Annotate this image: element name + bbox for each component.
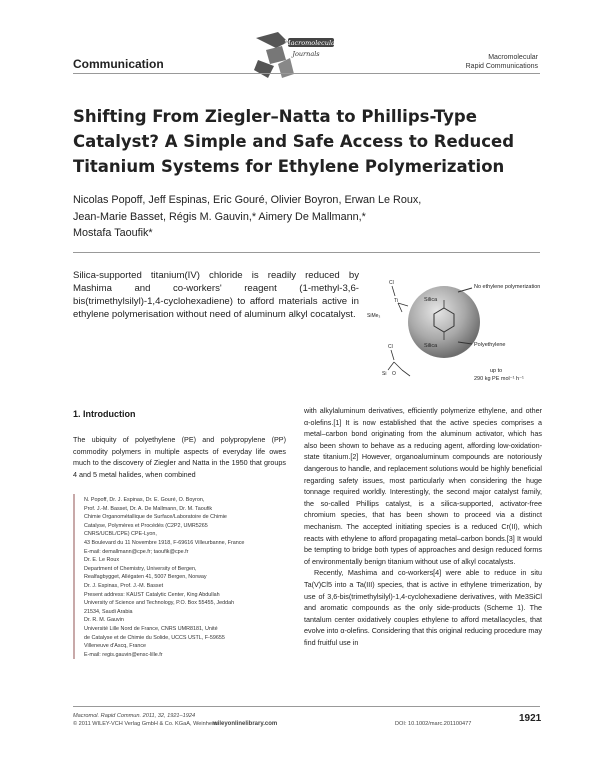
reagent-label: SiMe₃	[367, 313, 381, 319]
silica-label-top: Silica	[424, 297, 438, 303]
intro-right-paragraph-2: Recently, Mashima and co-workers[4] were able to reduce in situ Ta(V)Cl5 into a Ta(III) species, that is active in ethylene trimerization, by use of 3,6-bis(trimethylsilyl)-1,4-cyclohexadiene derivatives, with Me3SiCl and aromatic compounds as the only side-products (Scheme 1). The tantalum center oxidatively couples ethylene to afford metallacycles, that evolve into α-olefins. Considering that this original reducing procedure may find fruitful use in	[304, 568, 542, 647]
affiliation-line: Dr. E. Le Roux	[84, 557, 120, 564]
toc-label-top: No ethylene polymerization	[474, 284, 541, 290]
author-line: Jean-Marie Basset, Régis M. Gauvin,* Aimery De Mallmann,*	[73, 210, 366, 223]
article-title	[73, 104, 543, 179]
affiliation-line: Dr. J. Espinas, Prof. J.-M. Basset	[84, 582, 164, 589]
footer-rule	[73, 706, 540, 707]
journal-logo	[248, 30, 338, 82]
atom-o-label: O	[392, 371, 396, 377]
atom-cl-label: Cl	[389, 280, 394, 286]
affiliation-line: Catalyse, Polymères et Procédés (C2P2, UMR5265	[84, 522, 208, 529]
logo-text-top: Macromolecular	[283, 39, 338, 47]
author-line: Nicolas Popoff, Jeff Espinas, Eric Gouré, Olivier Boyron, Erwan Le Roux,	[73, 194, 422, 206]
affiliations-block	[84, 496, 284, 659]
affiliation-bar	[73, 494, 75, 659]
affiliation-line: University of Science and Technology, P.O. Box 55455, Jeddah	[84, 600, 235, 607]
affiliation-line: CNRS/UCBL/CPE) CPE-Lyon,	[84, 531, 157, 538]
affiliation-line: Villeneuve d'Ascq, France	[84, 643, 147, 650]
affiliation-line: Prof. J.-M. Basset, Dr. A. De Mallmann, Dr. M. Taoufik	[84, 505, 213, 512]
affiliation-line: Chimie Organométallique de Surface/Laboratoire de Chimie	[84, 514, 227, 521]
affiliation-line: Université Lille Nord de France, CNRS UMR8181, Unité	[84, 625, 218, 632]
affiliation-line: N. Popoff, Dr. J. Espinas, Dr. E. Gouré, O. Boyron,	[84, 497, 205, 503]
atom-ti-label: Ti	[394, 298, 398, 304]
affiliation-line[interactable]: E-mail: regis.gauvin@ensc-lille.fr	[84, 651, 163, 658]
affiliation-line: Realfagbygget, Allégaten 41, 5007 Bergen, Norway	[84, 574, 207, 581]
toc-graphic	[362, 272, 542, 402]
atom-cl-label: Cl	[388, 344, 393, 350]
footer-copyright: © 2011 WILEY-VCH Verlag GmbH & Co. KGaA, Weinheim	[73, 721, 218, 727]
affiliation-line: Dr. R. M. Gauvin	[84, 617, 124, 624]
intro-right-paragraph-1: with alkylaluminum derivatives, efficiently polymerize ethylene, and other α-olefins.[1] It is now established that the active species comprises a metal–carbon bond originating from the aluminum activator, which has also been shown to behave as a reducing agent, affording low-oxidation-state titanium.[2] However, organoaluminum compounds are notoriously dangerous to handle, and replacement solutions would be highly beneficial regarding safety issues, most particularly when considering the huge tonnage required worldly. Interestingly, the second major catalyst family, the so-called Phillips catalyst, is a silica-supported, activator-free chromium species, that has been shown to proceed via a distinct mechanism. The accepted initiating species is a reduced Cr(II), which reacts with ethylene to afford propagating metal–carbon bonds.[3] It would be tempting to bridge both types of approaches and design reduced forms of environmentally benign titanium without use of alkyl cocatalysts.	[304, 406, 542, 566]
intro-right-column	[304, 405, 542, 648]
footer-journal-ref: Macromol. Rapid Commun. 2011, 32, 1921–1924	[73, 713, 196, 719]
affiliation-line: Department of Chemistry, University of Bergen,	[84, 565, 197, 572]
header-rule	[73, 73, 540, 74]
silica-label-bottom: Silica	[424, 343, 438, 349]
abstract: Silica-supported titanium(IV) chloride is readily reduced by Mashima and co-workers' reagent (1-methyl-3,6-bis(trimethylsilyl)-1,4-cyclohexadiene) to afford materials active in ethylene polymerisation without need of aluminum alkyl cocatalyst.	[73, 270, 359, 320]
footer-website-link[interactable]: wileyonlinelibrary.com	[213, 721, 278, 727]
atom-si-label: Si	[382, 371, 387, 377]
toc-label-activity: 290 kg PE mol⁻¹ h⁻¹	[474, 376, 524, 382]
affiliation-line: Present address: KAUST Catalytic Center, King Abdullah	[84, 591, 220, 598]
title-line: Catalyst? A Simple and Safe Access to Reduced	[73, 132, 515, 151]
title-line: Shifting From Ziegler–Natta to Phillips-Type	[73, 107, 477, 126]
journal-name-line2: Rapid Communications	[465, 63, 538, 70]
abstract-top-rule	[73, 252, 540, 253]
intro-left-paragraph: The ubiquity of polyethylene (PE) and polypropylene (PP) commodity polymers in multiple aspects of everyday life owes much to the discovery of Ziegler and Natta in the 1950 that groups 4 and 5 metal halides, when combined	[73, 435, 286, 479]
affiliation-line: de Catalyse et de Chimie du Solide, UCCS USTL, F-59655	[84, 634, 225, 641]
affiliation-line: 43 Boulevard du 11 Novembre 1918, F-69616 Villeurbanne, France	[84, 539, 245, 546]
affiliation-line: 21534, Saudi Arabia	[84, 608, 133, 615]
toc-label-up-to: up to	[490, 368, 503, 374]
journal-name	[466, 53, 538, 71]
section-label: Communication	[73, 57, 164, 71]
author-line: Mostafa Taoufik*	[73, 227, 153, 239]
page-number: 1921	[519, 713, 542, 724]
title-line: Titanium Systems for Ethylene Polymerization	[73, 157, 505, 176]
affiliation-line[interactable]: E-mail: demallmann@cpe.fr; taoufik@cpe.fr	[84, 548, 189, 555]
journal-name-line1: Macromolecular	[488, 54, 538, 61]
author-list	[73, 192, 543, 242]
section-heading: 1. Introduction	[73, 409, 136, 419]
silica-sphere	[408, 286, 480, 358]
footer-doi: DOI: 10.1002/marc.201100477	[395, 721, 472, 727]
logo-text-bottom: Journals	[292, 50, 320, 58]
toc-label-bottom: Polyethylene	[474, 342, 506, 348]
